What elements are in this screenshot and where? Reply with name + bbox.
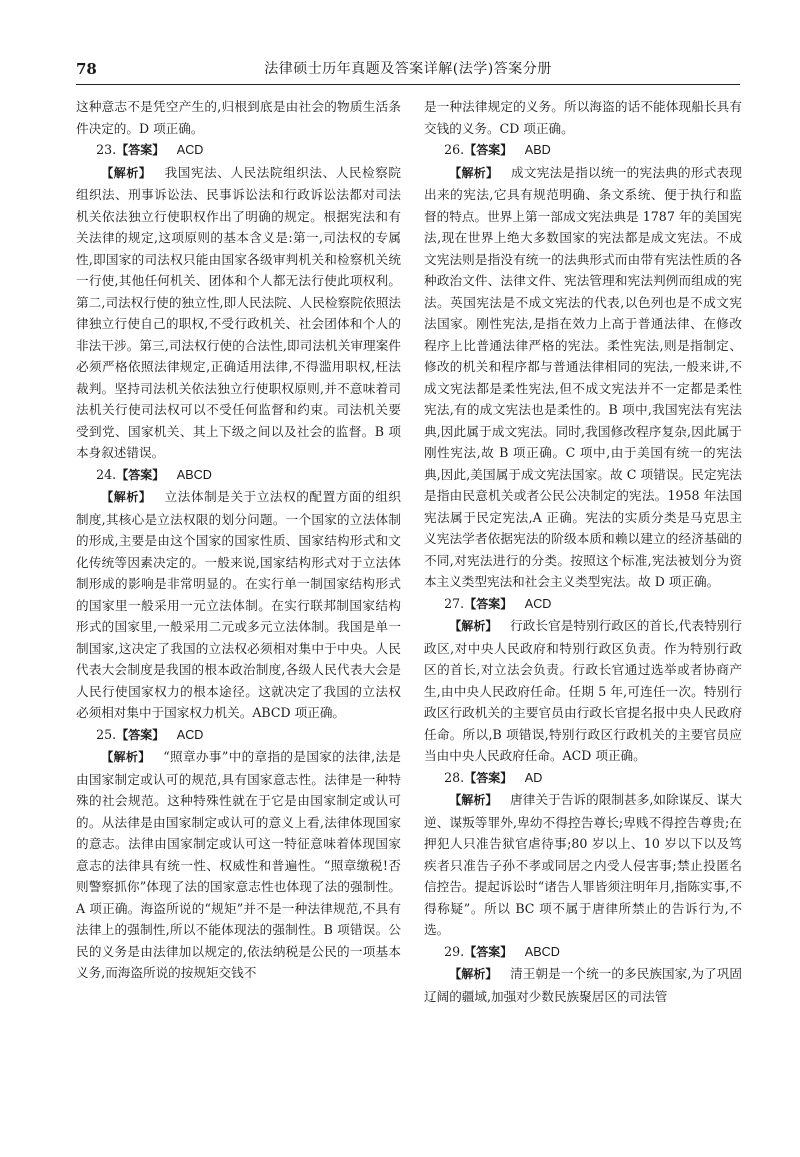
paragraph-continuation: 这种意志不是凭空产生的,归根到底是由社会的物质生活条件决定的。D 项正确。 <box>76 99 401 136</box>
analysis-label: 【解析】 <box>449 619 498 633</box>
answer-line <box>76 724 401 747</box>
answer-value: ABCD <box>176 467 212 482</box>
analysis-paragraph <box>424 963 742 1007</box>
answer-line <box>76 464 401 487</box>
answer-label: 【答案】 <box>464 596 513 611</box>
analysis-paragraph <box>424 789 742 941</box>
right-column <box>424 96 742 1007</box>
analysis-text: 我国宪法、人民法院组织法、人民检察院组织法、刑事诉讼法、民事诉讼法和行政诉讼法都对司法机关依法独立行使职权作出了明确的规定。根据宪法和有关法律的规定,这项原则的基本含义是:第一,司法权的专属性,即国家的司法权只能由国家各级审判机关和检察机关统一行使,其他任何机关、团体和个人都无法行使此项权利。第二,司法权行使的独立性,即人民法院、人民检察院依照法律独立行使自己的职权,不受行政机关、社会团体和个人的非法干涉。第三,司法权行使的合法性,即司法机关审理案件必须严格依照法律规定,正确适用法律,不得滥用职权,枉法裁判。坚持司法机关依法独立行使职权原则,并不意味着司法机关行使司法权可以不受任何监督和约束。司法机关要受到党、国家机关、其上下级之间以及社会的监督。B 项本身叙述错误。 <box>76 164 401 460</box>
answer-line <box>424 767 742 790</box>
analysis-paragraph <box>424 615 742 767</box>
answer-value: ACD <box>524 596 552 611</box>
answer-label: 【答案】 <box>116 727 165 742</box>
analysis-text: 成文宪法是指以统一的宪法典的形式表现出来的宪法,它具有规范明确、条文系统、便于执行和监督的特点。世界上第一部成文宪法典是 1787 年的美国宪法,现在世界上绝大多数国家的宪法都是成文宪法。不成文宪法则是指没有统一的法典形式而由带有宪法性质的各种政治文件、法律文件、宪法管理和宪法判例而组成的宪法。英国宪法是不成文宪法的代表,以色列也是不成文宪法国家。刚性宪法,是指在效力上高于普通法律、在修改程序上比普通法律严格的宪法。柔性宪法,则是指制定、修改的机关和程序都与普通法律相同的宪法,一般来讲,不成文宪法都是柔性宪法,但不成文宪法并不一定都是柔性宪法,有的成文宪法也是柔性的。B 项中,我国宪法有宪法典,因此属于成文宪法。同时,我国修改程序复杂,因此属于刚性宪法,故 B 项正确。C 项中,由于美国有统一的宪法典,因此,美国属于成文宪法国家。故 C 项错误。民定宪法是指由民意机关或者公民公决制定的宪法。1958 年法国宪法属于民定宪法,A 正确。宪法的实质分类是马克思主义宪法学者依据宪法的阶级本质和赖以建立的经济基础的不同,对宪法进行的分类。按照这个标准,宪法被划分为资本主义类型宪法和社会主义类型宪法。故 D 项正确。 <box>424 164 742 589</box>
page-header <box>76 60 740 82</box>
answer-label: 【答案】 <box>116 467 165 482</box>
answer-label: 【答案】 <box>464 944 513 959</box>
answer-label: 【答案】 <box>116 143 165 157</box>
analysis-text: “照章办事”中的章指的是国家的法律,法是由国家制定或认可的规范,具有国家意志性。法律是一种特殊的社会规范。这种特殊性就在于它是由国家制定或认可的。从法律是由国家制定或认可的意义上看,法律体现国家的意志。法律由国家制定或认可这一特征意味着体现国家意志的法律具有统一性、权威性和普遍性。“照章缴税!否则警察抓你”体现了法的国家意志性也体现了法的强制性。A 项正确。海盗所说的“规矩”并不是一种法律规范,不具有法律上的强制性,所以不能体现法的强制性。B 项错误。公民的义务是由法律加以规定的,依法纳税是公民的一项基本义务,而海盗所说的按规矩交钱不 <box>76 749 401 980</box>
answer-line <box>424 139 742 162</box>
page-number: 78 <box>76 60 97 78</box>
analysis-paragraph <box>76 746 401 984</box>
analysis-paragraph <box>76 486 401 724</box>
analysis-paragraph <box>424 162 742 593</box>
answer-value: AD <box>524 770 543 785</box>
answer-line <box>424 941 742 964</box>
question-number: 29. <box>444 943 465 959</box>
question-number: 26. <box>444 142 465 157</box>
analysis-paragraph <box>76 162 401 464</box>
answer-line <box>76 139 401 162</box>
analysis-label: 【解析】 <box>101 750 151 764</box>
header-rule <box>76 84 740 85</box>
answer-line <box>424 593 742 616</box>
question-number: 23. <box>96 142 117 157</box>
answer-value: ABCD <box>524 944 560 959</box>
question-number: 28. <box>444 769 465 785</box>
analysis-label: 【解析】 <box>449 165 499 180</box>
question-number: 25. <box>96 726 117 742</box>
answer-value: ACD <box>176 727 204 742</box>
question-number: 27. <box>444 595 465 611</box>
paragraph-continuation: 是一种法律规定的义务。所以海盗的话不能体现船长具有交钱的义务。CD 项正确。 <box>424 99 742 136</box>
analysis-text: 唐律关于告诉的限制甚多,如除谋反、谋大逆、谋叛等罪外,卑幼不得控告尊长;卑贱不得控告尊贵;在押犯人只准告狱官虐待事;80 岁以上、10 岁以下以及笃疾者只准告子孙不孝或同居之内受人侵害事;禁止投匿名信控告。提起诉讼时“诸告人罪皆须注明年月,指陈实事,不得称疑”。所以 BC 项不属于唐律所禁止的告诉行为,不选。 <box>424 792 742 937</box>
analysis-label: 【解析】 <box>101 490 152 504</box>
analysis-text: 清王朝是一个统一的多民族国家,为了巩固辽阔的疆域,加强对少数民族聚居区的司法管 <box>424 966 742 1004</box>
running-title: 法律硕士历年真题及答案详解(法学)答案分册 <box>264 61 552 77</box>
answer-value: ABD <box>524 143 551 157</box>
analysis-label: 【解析】 <box>449 967 498 981</box>
answer-label: 【答案】 <box>464 143 513 157</box>
analysis-label: 【解析】 <box>449 793 498 807</box>
analysis-text: 行政长官是特别行政区的首长,代表特别行政区,对中央人民政府和特别行政区负责。作为特别行政区的首长,对立法会负责。行政长官通过选举或者协商产生,由中央人民政府任命。任期 5 年,可连任一次。特别行政区行政机关的主要官员由行政长官提名报中央人民政府任命。所以,B 项错误,特别行政区行政机关的主要官员应当由中央人民政府任命。ACD 项正确。 <box>424 618 742 763</box>
analysis-text: 立法体制是关于立法权的配置方面的组织制度,其核心是立法权限的划分问题。一个国家的立法体制的形成,主要是由这个国家的国家性质、国家结构形式和文化传统等因素决定的。一般来说,国家结构形式对于立法体制形成的影响是非常明显的。在实行单一制国家结构形式的国家里一般采用一元立法体制。在实行联邦制国家结构形式的国家里,一般采用二元或多元立法体制。我国是单一制国家,这决定了我国的立法权必须相对集中于中央。人民代表大会制度是我国的根本政治制度,各级人民代表大会是人民行使国家权力的根本途径。这就决定了我国的立法权必须相对集中于国家权力机关。ABCD 项正确。 <box>76 489 401 720</box>
left-column <box>76 96 401 984</box>
answer-label: 【答案】 <box>464 770 513 785</box>
answer-value: ACD <box>176 143 204 157</box>
analysis-label: 【解析】 <box>101 165 152 180</box>
question-number: 24. <box>96 466 117 482</box>
